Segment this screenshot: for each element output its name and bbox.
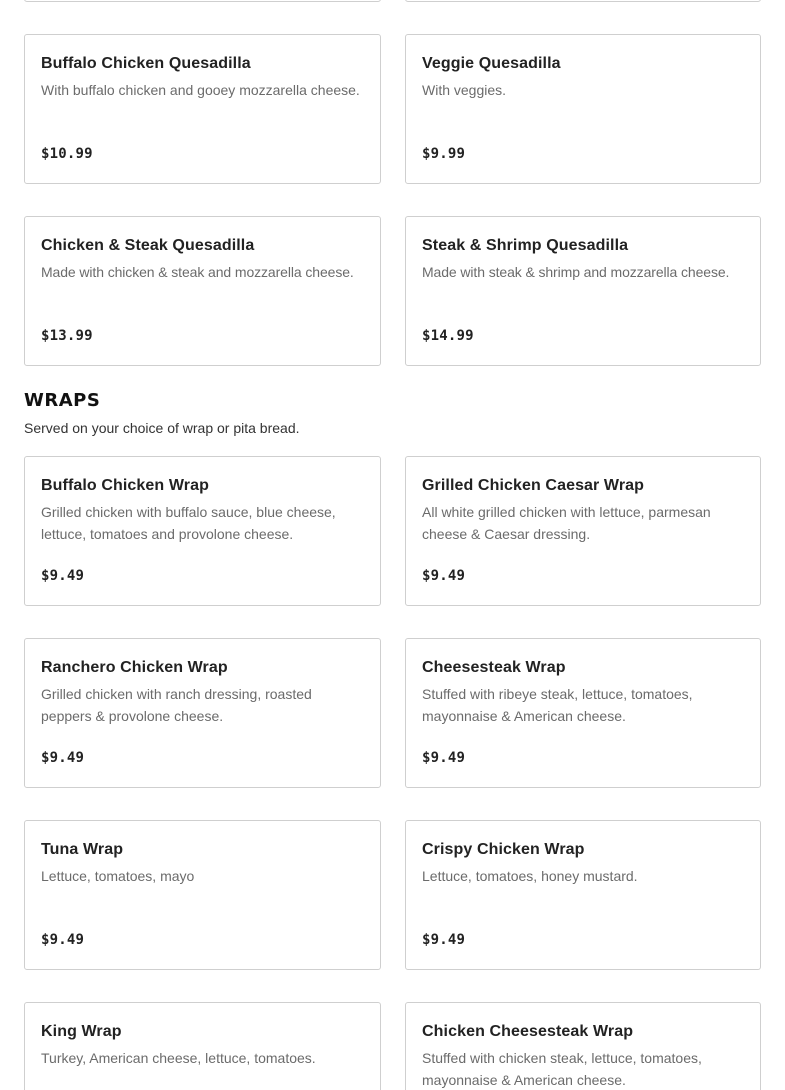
menu-item-name: Buffalo Chicken Quesadilla	[41, 55, 251, 72]
menu-item-price: $9.49	[41, 932, 85, 948]
menu-item-description: With buffalo chicken and gooey mozzarella cheese.	[41, 82, 360, 98]
menu-item-card-ranchero-chicken-wrap[interactable]	[24, 638, 381, 788]
menu-item-price: $14.99	[422, 328, 474, 344]
menu-item-description: Grilled chicken with ranch dressing, roasted peppers & provolone cheese.	[41, 686, 312, 724]
menu-item-name: King Wrap	[41, 1023, 122, 1040]
menu-item-description: Stuffed with chicken steak, lettuce, tomatoes, mayonnaise & American cheese.	[422, 1050, 702, 1088]
menu-item-card-buffalo-chicken-quesadilla[interactable]	[24, 34, 381, 184]
menu-item-name: Crispy Chicken Wrap	[422, 841, 585, 858]
menu-item-description: Stuffed with ribeye steak, lettuce, tomatoes, mayonnaise & American cheese.	[422, 686, 693, 724]
menu-item-price: $9.49	[41, 568, 85, 584]
menu-item-description: All white grilled chicken with lettuce, parmesan cheese & Caesar dressing.	[422, 504, 711, 542]
menu-item-description: Lettuce, tomatoes, mayo	[41, 868, 195, 884]
menu-item-card-grilled-chicken-caesar-wrap[interactable]	[405, 456, 761, 606]
menu-item-card-king-wrap[interactable]	[24, 1002, 381, 1090]
menu-item-name: Chicken & Steak Quesadilla	[41, 237, 255, 254]
menu-item-price: $9.99	[422, 146, 466, 162]
menu-item-card-tuna-wrap[interactable]	[24, 820, 381, 970]
menu-item-name: Cheesesteak Wrap	[422, 659, 566, 676]
menu-item-price: $10.99	[41, 146, 93, 162]
menu-item-card-chicken-cheesesteak-wrap[interactable]	[405, 1002, 761, 1090]
menu-item-card-crispy-chicken-wrap[interactable]	[405, 820, 761, 970]
menu-item-price: $9.49	[422, 568, 466, 584]
menu-item-price: $9.49	[41, 750, 85, 766]
menu-item-name: Grilled Chicken Caesar Wrap	[422, 477, 645, 494]
menu-item-card[interactable]	[405, 0, 761, 2]
menu-item-name: Tuna Wrap	[41, 841, 124, 858]
menu-item-price: $9.49	[422, 750, 466, 766]
menu-item-name: Veggie Quesadilla	[422, 55, 561, 72]
menu-item-card[interactable]	[24, 0, 381, 2]
menu-item-name: Chicken Cheesesteak Wrap	[422, 1023, 634, 1040]
menu-item-card-buffalo-chicken-wrap[interactable]	[24, 456, 381, 606]
section-title-wraps: WRAPS	[24, 390, 101, 411]
menu-item-description: Grilled chicken with buffalo sauce, blue cheese, lettuce, tomatoes and provolone cheese.	[41, 504, 336, 542]
menu-item-card-steak-shrimp-quesadilla[interactable]	[405, 216, 761, 366]
menu-item-description: Made with steak & shrimp and mozzarella cheese.	[422, 264, 730, 280]
menu-item-description: With veggies.	[422, 82, 507, 98]
menu-item-description: Made with chicken & steak and mozzarella cheese.	[41, 264, 354, 280]
menu-item-price: $9.49	[422, 932, 466, 948]
section-description-wraps: Served on your choice of wrap or pita bread.	[24, 420, 300, 436]
menu-item-card-cheesesteak-wrap[interactable]	[405, 638, 761, 788]
menu-item-name: Ranchero Chicken Wrap	[41, 659, 228, 676]
menu-item-description: Turkey, American cheese, lettuce, tomatoes.	[41, 1050, 316, 1066]
menu-item-description: Lettuce, tomatoes, honey mustard.	[422, 868, 638, 884]
menu-item-card-chicken-steak-quesadilla[interactable]	[24, 216, 381, 366]
menu-item-name: Buffalo Chicken Wrap	[41, 477, 209, 494]
menu-item-price: $13.99	[41, 328, 93, 344]
menu-item-card-veggie-quesadilla[interactable]	[405, 34, 761, 184]
menu-item-name: Steak & Shrimp Quesadilla	[422, 237, 629, 254]
